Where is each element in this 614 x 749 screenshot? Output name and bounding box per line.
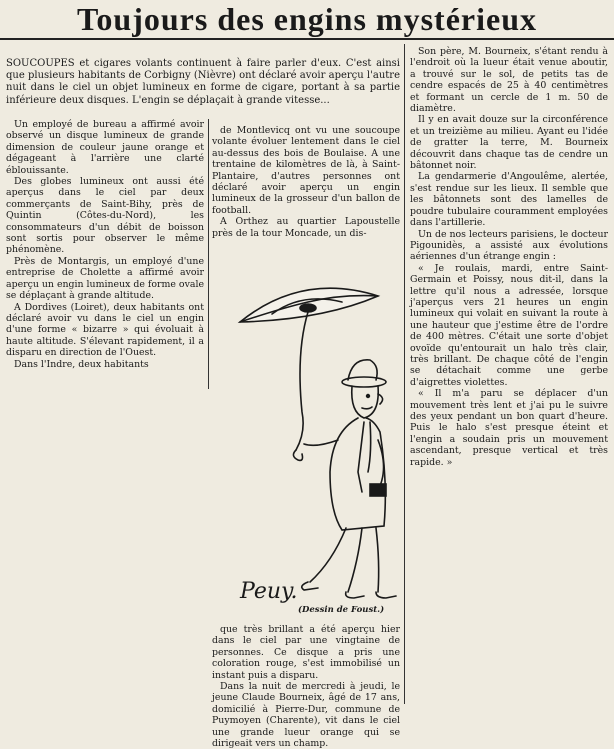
paragraph: Dans l'Indre, deux habitants: [14, 358, 149, 370]
column-2-bottom: [212, 624, 400, 749]
column-1: [6, 119, 204, 370]
paragraph: A Orthez au quartier Lapoustelle près de la tour Moncade, un dis-: [212, 216, 400, 239]
title-rule: [0, 38, 614, 40]
paragraph: La gendarmerie d'Angoulême, alertée, s'est rendue sur les lieux. Il semble que les bâtonnets sont des lamelles de poudre tubulaire couramment employées dans l'artillerie.: [410, 171, 608, 229]
column-divider: [404, 44, 405, 704]
lead-paragraph: [6, 58, 400, 107]
umbrella-man-illustration: [212, 262, 400, 612]
paragraph: « Il m'a paru se déplacer d'un mouvement très lent et j'ai pu le suivre des yeux pendant un bon quart d'heure. Puis le halo s'est presque éteint et l'engin a soudain pris un mouvement ascendant, presque vertical et très rapide. »: [410, 388, 608, 468]
paragraph: « Je roulais, mardi, entre Saint-Germain et Poissy, nous dit-il, dans la lettre qu'il nous a adressée, lorsque j'aperçus vers 21 heures un engin lumineux qui volait en suivant la route à une hauteur que j'estime être de l'ordre de 400 mètres. C'était une sorte d'objet ovoïde qu'entourait un halo très clair, très brillant. De chaque côté de l'engin se détachait comme une gerbe d'aigrettes violettes.: [410, 262, 608, 388]
illustrator-signature: Peuy.: [240, 579, 298, 604]
illustration-credit: (Dessin de Foust.): [298, 605, 385, 615]
paragraph: Son père, M. Bourneix, s'étant rendu à l'endroit où la lueur était venue aboutir, a trouvé sur le sol, de petits tas de cendre espacés de 25 à 40 centimètres et formant un cercle de 1 m. 50 de diamètre.: [410, 46, 608, 115]
paragraph: Un de nos lecteurs parisiens, le docteur Pigounidès, a assisté aux évolutions aériennes d'un étrange engin :: [410, 228, 608, 263]
column-divider: [208, 119, 209, 389]
column-3: [410, 46, 608, 468]
lead-text: SOUCOUPES et cigares volants continuent à faire parler d'eux. C'est ainsi que plusieurs habitants de Corbigny (Nièvre) ont déclaré avoir aperçu l'autre nuit dans le ciel un objet lumineux en forme de cigare, portant à sa partie inférieure deux disques. L'engin se déplaçait à grande vitesse...: [6, 58, 400, 106]
paragraph: Près de Montargis, un employé d'une entreprise de Cholette a affirmé avoir aperçu un engin lumineux de forme ovale se déplaçant à grande altitude.: [6, 255, 204, 302]
column-2-top: [212, 125, 400, 239]
paragraph: Un employé de bureau a affirmé avoir observé un disque lumineux de grande dimension de couleur jaune orange et dégageant à l'arrière une clarté éblouissante.: [6, 119, 204, 176]
paragraph: de Montlevicq ont vu une soucoupe volante évoluer lentement dans le ciel au-dessus des bois de Boulaise. A une trentaine de kilomètres de là, à Saint-Plantaire, d'autres personnes ont déclaré avoir aperçu un engin lumineux de la grosseur d'un ballon de football.: [212, 125, 400, 216]
paragraph: que très brillant a été aperçu hier dans le ciel par une vingtaine de personnes. Ce disque a pris une coloration rouge, s'est immobilisé un instant puis a disparu.: [212, 624, 400, 681]
paragraph: Il y en avait douze sur la circonférence et un treizième au milieu. Ayant eu l'idée de gratter la terre, M. Bourneix découvrit dans chaque tas de cendre un bâtonnet noir.: [410, 114, 608, 172]
paragraph: A Dordives (Loiret), deux habitants ont déclaré avoir vu dans le ciel un engin d'une forme « bizarre » qui évoluait à haute altitude. S'élevant rapidement, il a disparu en direction de l'Ouest.: [6, 301, 204, 359]
article-title: Toujours des engins mystérieux: [77, 1, 537, 37]
paragraph: Des globes lumineux ont aussi été aperçus dans le ciel par deux commerçants de Saint-Bihy, près de Quintin (Côtes-du-Nord), les consommateurs d'un débit de boisson sont sortis pour observer le même phénomène.: [6, 176, 204, 256]
paragraph: Dans la nuit de mercredi à jeudi, le jeune Claude Bourneix, âgé de 17 ans, domicilié à Pierre-Dur, commune de Puymoyen (Charente), vit dans le ciel une grande lueur orange qui se dirigeait vers un champ.: [212, 681, 400, 749]
